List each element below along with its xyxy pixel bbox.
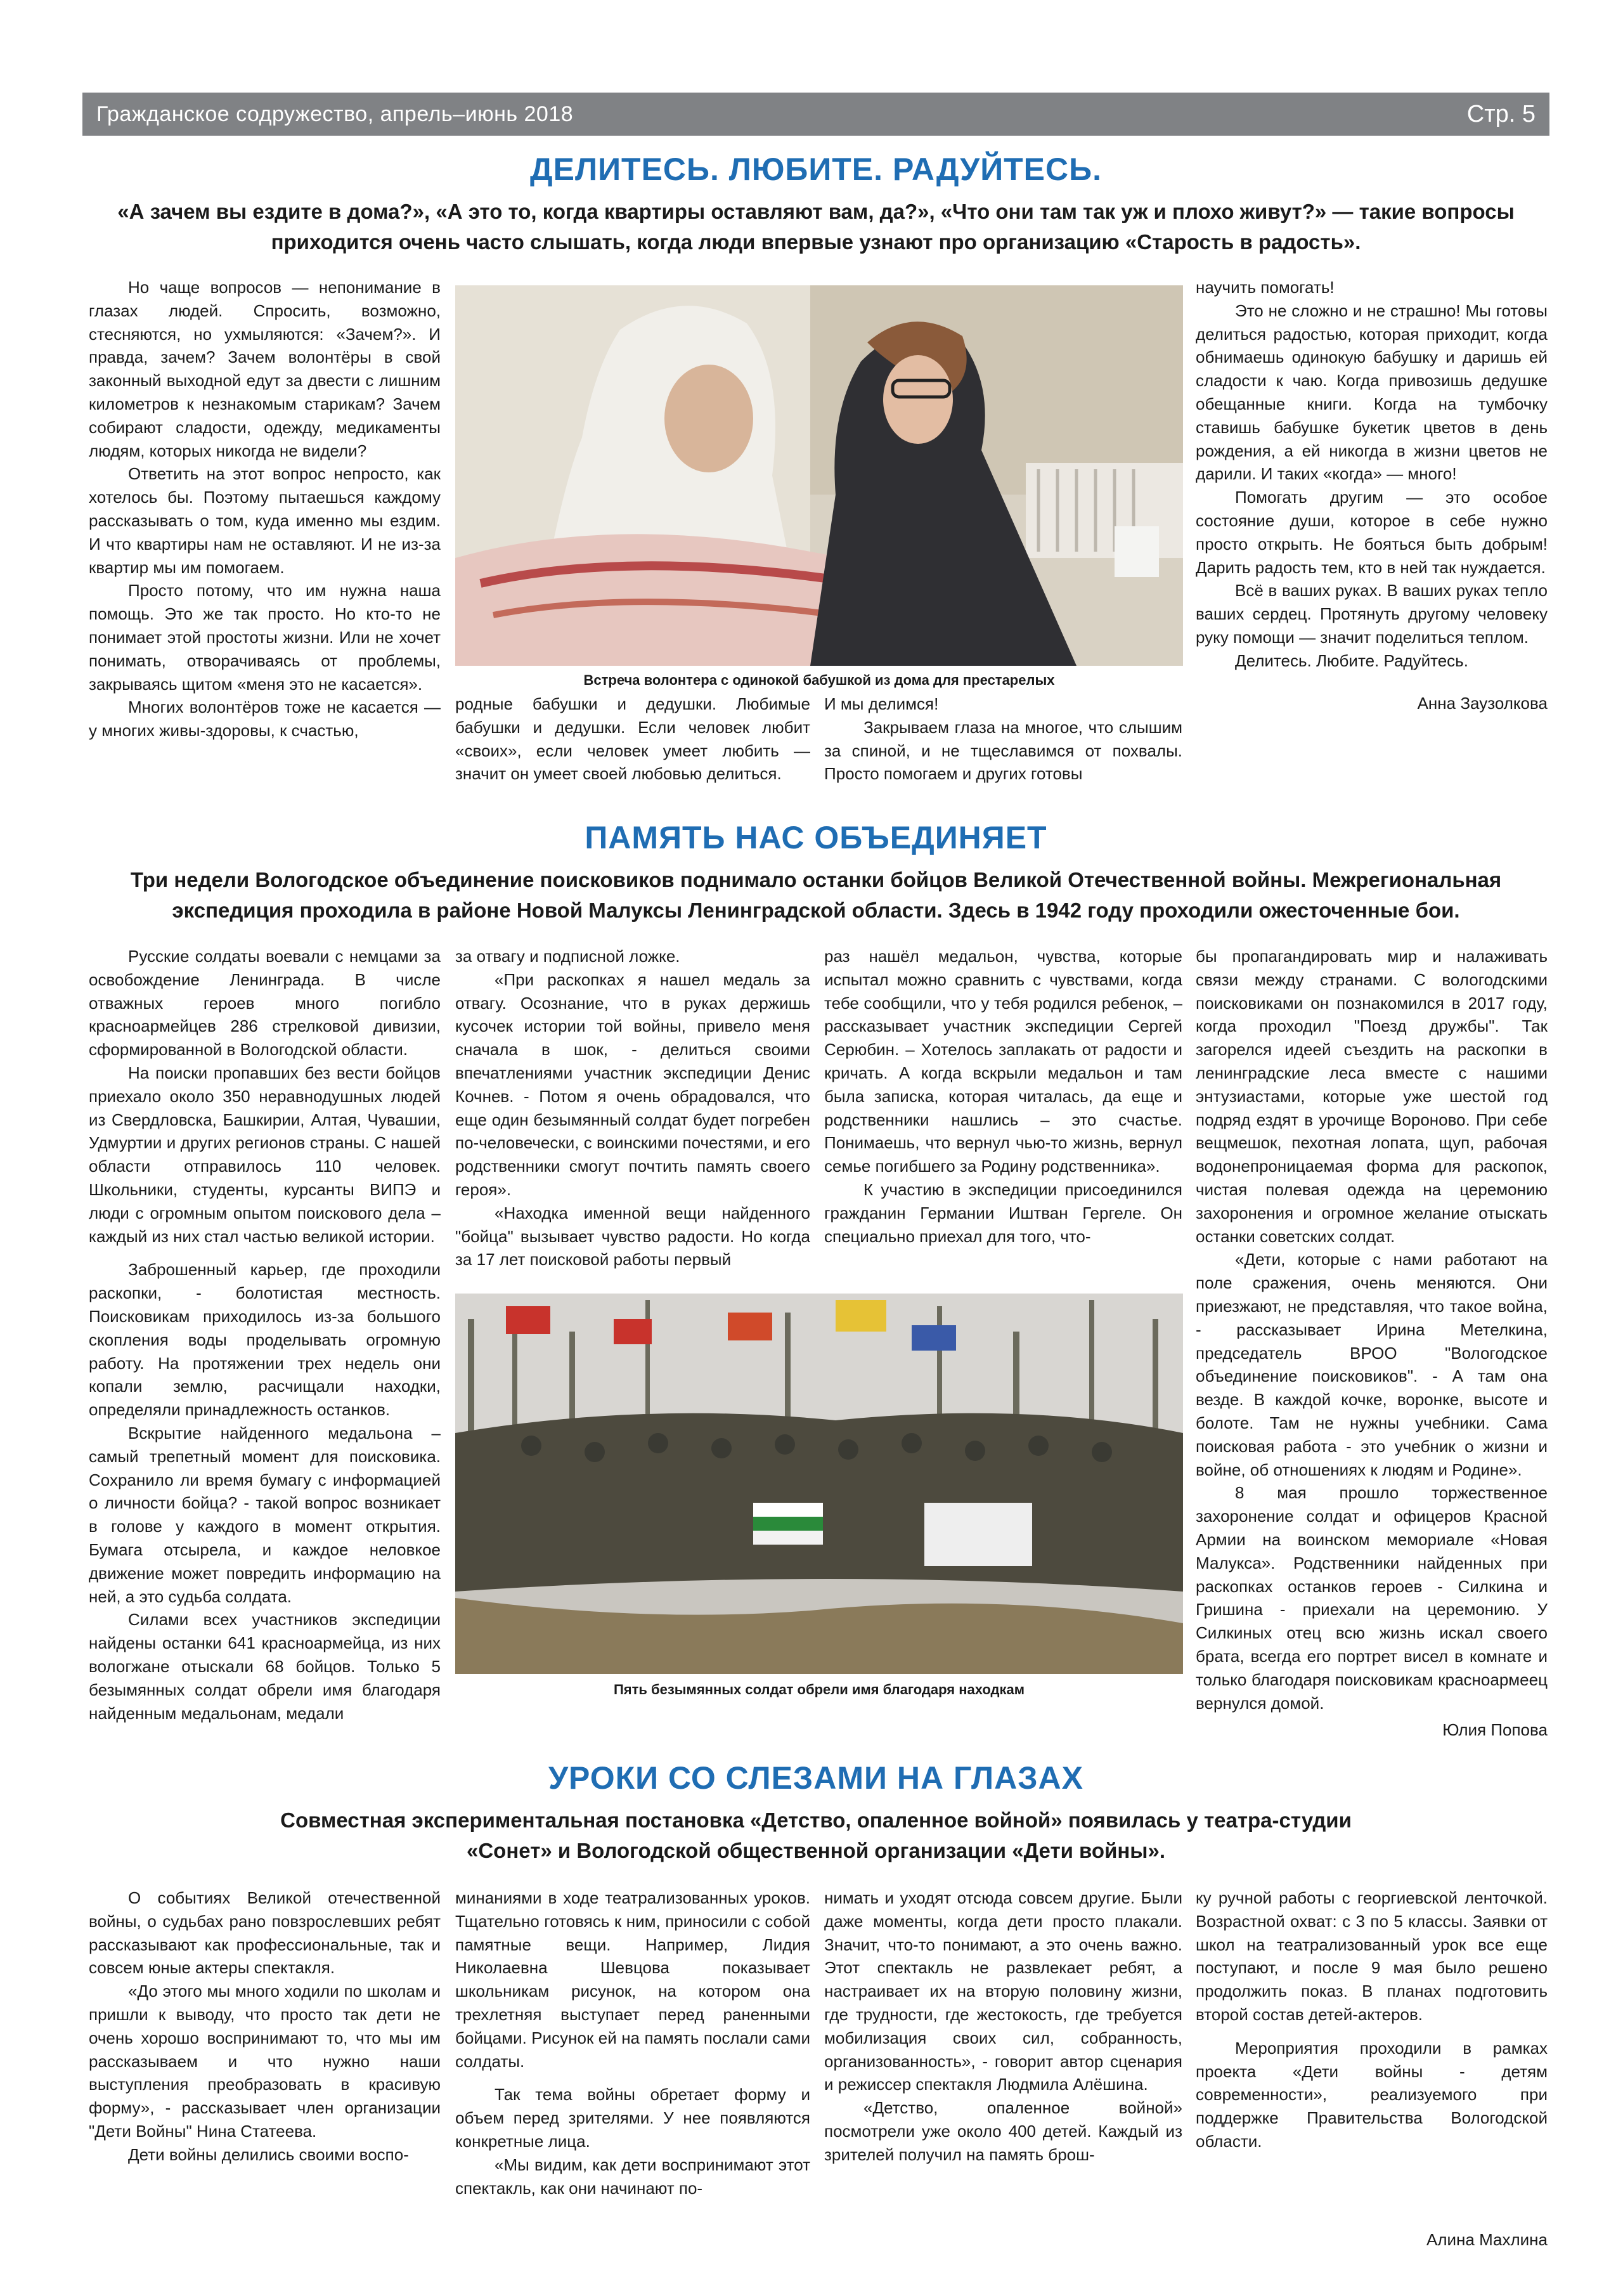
photo-caption: Пять безымянных солдат обрели имя благодаря находкам — [613, 1682, 1025, 1697]
article-share-love — [82, 151, 1549, 257]
photo-caption: Встреча волонтера с одинокой бабушкой из дома для престарелых — [583, 672, 1055, 688]
article1-column-1: Но чаще вопросов — непонимание в глазах людей. Спросить, возможно, стесняются, но ухмыляются: «Зачем?». И правда, зачем? Зачем волонтёры в свой законный выходной едут за двести с лишним километров к незнакомым старикам? Зачем собирают сладости, одежду, медикаменты людям, которых никогда не видели? Ответить на этот вопрос непросто, как хотелось бы. Поэтому пытаешься каждому рассказывать о том, куда именно мы ездим. И что квартиры нам не оставляют. И не из-за квартир мы им помогаем. Просто потому, что им нужна наша помощь. Это же так просто. Но кто-то не понимает этой простоты жизни. Или не хочет понимать, отворачиваясь от проблемы, закрываясь щитом «меня это не касается». Многих волонтёров тоже не касается — у многих живы-здоровы, к счастью, — [89, 278, 441, 741]
article3-column-2: минаниями в ходе театрализованных уроков. Тщательно готовясь к ним, приносили с собой памятные вещи. Например, Лидия Николаевна Шевцова показывает школьникам рисунок, на котором она трехлетняя выступает перед раненными бойцами. Рисунок ей на память послали сами солдаты. Так тема войны обретает форму и объем перед зрителями. У нее появляются конкретные лица. «Мы видим, как дети воспринимают этот спектакль, как они начинают по- — [455, 1888, 810, 2198]
page-header — [82, 93, 1549, 136]
article3-column-3: нимать и уходят отсюда совсем другие. Были даже моменты, когда дети просто плакали. Значит, что-то понимают, а это очень важно. Этот спектакль не развлекает ребят, а настраивает их на вторую половину жизни, где трудности, где жестокость, где требуется мобилизация своих сил, собранность, организованность», - говорит автор сценария и режиссер спектакля Людмила Алёшина. «Детство, опаленное войной» посмотрели уже около 400 детей. Каждый из зрителей получил на память брош- — [824, 1888, 1182, 2164]
article1-column-4: научить помогать! Это не сложно и не страшно! Мы готовы делиться радостью, которая приходит, когда обнимаешь одинокую бабушку и даришь ей сладости к чаю. Когда привозишь дедушке обещанные книги. Когда на тумбочку ставишь бабушке букетик цветов в день рождения, а ей никогда в жизни цветов не дарили. И таких «когда» — много! Помогать другим — это особое состояние души, которое в себе нужно просто открыть. Не бояться быть добрым! Дарить радость тем, кто в ней так нуждается. Всё в ваших руках. В ваших руках тепло ваших сердец. Протянуть другому человеку руку помощи — значит поделиться теплом. Делитесь. Любите. Радуйтесь. Анна Заузолкова — [1196, 276, 1548, 715]
article3-column-1: О событиях Великой отечественной войны, о судьбах рано повзрослевших ребят рассказывают как профессиональные, так и совсем юные актеры спектакля. «До этого мы много ходили по школам и пришли к выводу, что просто так дети не очень хорошо воспринимают то, что мы им рассказываем и что нужно наши выступления преобразовать в красивую форму», - рассказывает член организации "Дети Войны" Нина Статеева. Дети войны делились своими воспо- — [89, 1888, 441, 2164]
search-group-image — [455, 1294, 1183, 1674]
article2-column-3: раз нашёл медальон, чувства, которые испытал можно сравнить с чувствами, когда тебе сообщили, что у тебя родился ребенок, – рассказывает участник экспедиции Сергей Серюбин. – Хотелось заплакать от радости и кричать. А когда вскрыли медальон и там была записка, которая читалась, да еще и родственники нашлись – это счастье. Понимаешь, что вернул чью-то жизнь, вернул семье погибшего за Родину родственника». К участию в экспедиции присоединился гражданин Германии Иштван Гергеле. Он специально приехал для того, что- — [824, 947, 1182, 1246]
volunteer-photo — [455, 285, 1183, 666]
article-title: УРОКИ СО СЛЕЗАМИ НА ГЛАЗАХ — [548, 1760, 1084, 1796]
article-lead: Три недели Вологодское объединение поисковиков поднимало останки бойцов Великой Отечественной войны. Межрегиональная экспедиция проходила в районе Новой Малуксы Ленинградской области. Здесь в 1942 году проходили ожесточенные бои. — [130, 868, 1502, 922]
article2-column-4: бы пропагандировать мир и налаживать связи между странами. С вологодскими поисковиками он познакомился в 2017 году, когда проходил "Поезд дружбы". Так загорелся идеей съездить на раскопки в ленинградские леса вместе с нашими энтузиастами, которые уже шестой год подряд ездят в урочище Вороново. При себе вещмешок, пехотная лопата, щуп, рабочая водонепроницаемая форма для раскопок, чистая полевая одежда на церемонию захоронения и огромное желание отыскать останки советских солдат. «Дети, которые с нами работают на поле сражения, очень меняются. Они приезжают, не представляя, что такое война, - рассказывает Ирина Метелкина, председатель ВРОО "Вологодское объединение поисковиков". - А там она везде. В каждой кочке, воронке, высоте и болоте. Там не нужны учебники. Сама поисковая работа - это учебник о жизни и войне, об отношениях к людям и Родине». 8 мая прошло торжественное захоронение солдат и офицеров Красной Армии на воинском мемориале «Новая Малукса». Родственники найденных при раскопках останков героев - Силкина и Гришина - приехали на церемонию. У Силкиных отец всю жизнь искал своего брата, всегда его портрет висел в комнате и только благодаря поисковикам красноармеец вернулся домой. Юлия Попова — [1196, 945, 1548, 1742]
article-title: ПАМЯТЬ НАС ОБЪЕДИНЯЕТ — [585, 820, 1047, 855]
article2-column-1: Русские солдаты воевали с немцами за освобождение Ленинграда. В числе отважных героев много погибло красноармейцев 286 стрелковой дивизии, сформированной в Вологодской области. На поиски пропавших без вести бойцов приехало около 350 неравнодушных людей из Свердловска, Башкирии, Алтая, Чувашии, Удмуртии и других регионов страны. С нашей области отправилось 110 человек. Школьники, студенты, курсанты ВИПЭ и люди с огромным опытом поискового дела – каждый из них стал частью великой истории. Заброшенный карьер, где проходили раскопки, - болотистая местность. Поисковикам приходилось из-за большого скопления воды проделывать огромную работу. На протяжении трех недель они копали землю, расчищали находки, определяли принадлежность останков. Вскрытие найденного медальона – самый трепетный момент для поисковика. Сохранило ли время бумагу с информацией о личности бойца? - такой вопрос возникает в голове у каждого в момент открытия. Бумага отсырела, и каждое неловкое движение может повредить информацию на ней, а это судьба солдата. Силами всех участников экспедиции найдены останки 641 красноармейца, из них вологжане отыскали 68 бойцов. Только 5 безымянных солдат обрели имя благодаря найденным медальонам, медали — [89, 947, 441, 1723]
article-lead: «А зачем вы ездите в дома?», «А это то, когда квартиры оставляют вам, да?», «Что они там так уж и плохо живут?» — такие вопросы приходится очень часто слышать, когда люди впервые узнают про организацию «Старость в радость». — [117, 200, 1515, 254]
article-lead: Совместная экспериментальная постановка «Детство, опаленное войной» появилась у театра-студии «Сонет» и Вологодской общественной организации «Дети войны». — [280, 1808, 1352, 1862]
article-author: Анна Заузолкова — [1417, 693, 1548, 713]
article-memory-unites — [82, 819, 1549, 926]
issue-info: Гражданское содружество, апрель–июнь 2018 — [96, 101, 574, 126]
article-author: Алина Махлина — [1426, 2229, 1548, 2249]
page-number: Стр. 5 — [1466, 100, 1536, 127]
expedition-group-photo — [455, 1294, 1183, 1674]
article-lessons-with-tears — [82, 1760, 1549, 1866]
article2-column-2: за отвагу и подписной ложке. «При раскопках я нашел медаль за отвагу. Осознание, что в руках держишь кусочек истории той войны, привело меня сначала в шок, - делиться своими впечатлениями участник экспедиции Денис Кочнев. - Потом я очень обрадовался, что еще один безымянный солдат будет погребен по-человечески, с воинскими почестями, и его родственники смогут почтить память своего героя». «Находка именной вещи найденного "бойца" вызывает чувство радости. Но когда за 17 лет поисковой работы первый — [455, 947, 810, 1269]
article-title: ДЕЛИТЕСЬ. ЛЮБИТЕ. РАДУЙТЕСЬ. — [530, 152, 1102, 187]
article3-column-4: ку ручной работы с георгиевской ленточкой. Возрастной охват: с 3 по 5 классы. Заявки от школ на театрализованный урок все еще поступают, и после 9 мая было решено продолжить показ. В планах подготовить второй состав детей-актеров. Мероприятия проходили в рамках проекта «Дети войны - детям современности», реализуемого при поддержке Правительства Вологодской области. Алина Махлина — [1196, 1886, 1548, 2252]
article1-column-2: родные бабушки и дедушки. Любимые бабушки и дедушки. Если человек любит «своих», если человек умеет любить — значит он умеет своей любовью делиться. — [455, 694, 810, 784]
article1-column-3: И мы делимся! Закрываем глаза на многое, что слышим за спиной, и не тщеславимся от похвалы. Просто помогаем и других готовы — [824, 694, 1182, 784]
volunteer-grandmother-image — [455, 285, 1183, 666]
article-author: Юлия Попова — [1442, 1720, 1548, 1740]
